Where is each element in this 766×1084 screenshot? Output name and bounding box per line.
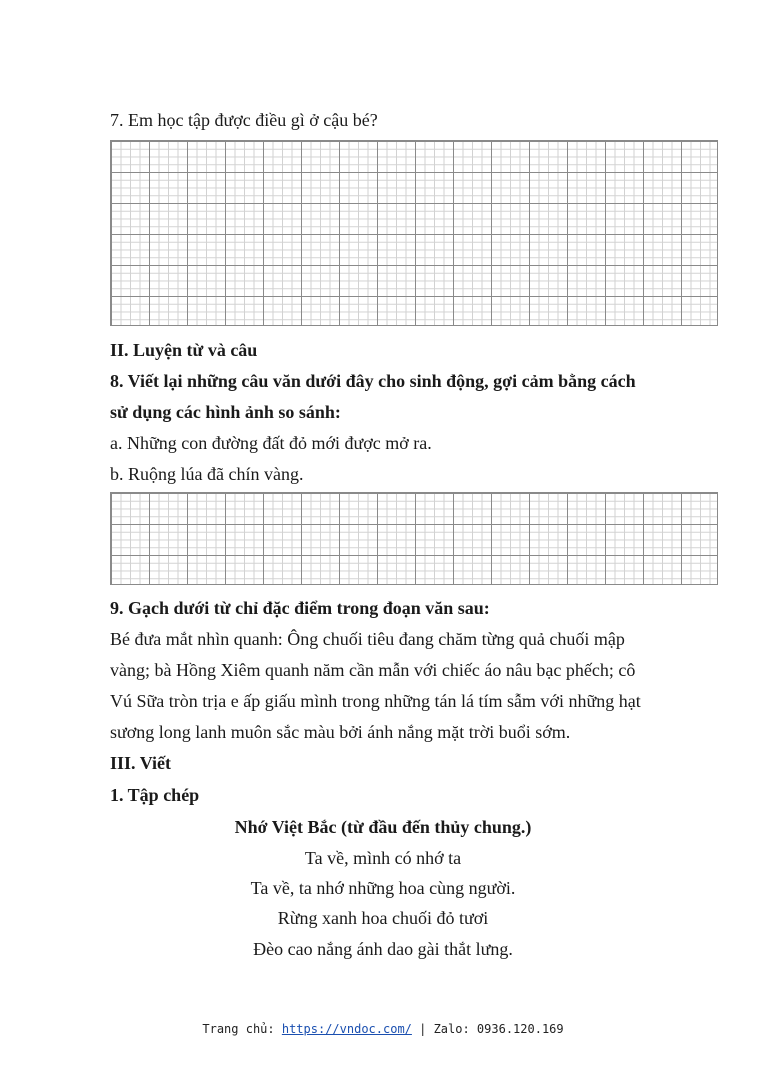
section-heading-luyen-tu-va-cau: II. Luyện từ và câu [110,340,258,360]
passage-line: sương long lanh muôn sắc màu bởi ánh nắng mặt trời buổi sớm. [110,722,571,742]
writing-grid[interactable] [110,492,718,585]
passage-line: Bé đưa mắt nhìn quanh: Ông chuối tiêu đang chăm từng quả chuối mập [110,629,625,649]
footer-zalo: | Zalo: 0936.120.169 [411,1022,564,1036]
poem-line: Đèo cao nắng ánh dao gài thắt lưng. [253,939,513,959]
question-8-item-b: b. Ruộng lúa đã chín vàng. [110,464,304,484]
poem-line: Rừng xanh hoa chuối đỏ tươi [277,908,489,928]
footer-home-link[interactable]: https://vndoc.com/ [281,1022,412,1036]
poem-line: Ta về, mình có nhớ ta [304,848,462,868]
poem-title: Nhớ Việt Bắc (từ đầu đến thủy chung.) [234,817,532,837]
section-heading-viet: III. Viết [110,753,172,773]
page-footer [0,1022,766,1036]
passage-line: Vú Sữa tròn trịa e ấp giấu mình trong những tán lá tím sẫm với những hạt [110,691,641,711]
question-9-title: 9. Gạch dưới từ chỉ đặc điểm trong đoạn văn sau: [110,598,490,618]
passage-line: vàng; bà Hồng Xiêm quanh năm cần mẫn với chiếc áo nâu bạc phếch; cô [110,660,636,680]
question-7: 7. Em học tập được điều gì ở cậu bé? [110,110,378,130]
poem-line: Ta về, ta nhớ những hoa cùng người. [250,878,516,898]
footer-home-label: Trang chủ: [202,1022,282,1036]
writing-grid[interactable] [110,140,718,326]
question-8-line-1: 8. Viết lại những câu văn dưới đây cho sinh động, gợi cảm bằng cách [110,371,636,391]
question-8-line-2: sử dụng các hình ảnh so sánh: [110,402,341,422]
task-1-heading: 1. Tập chép [110,785,200,805]
question-8-item-a: a. Những con đường đất đỏ mới được mở ra. [110,433,432,453]
